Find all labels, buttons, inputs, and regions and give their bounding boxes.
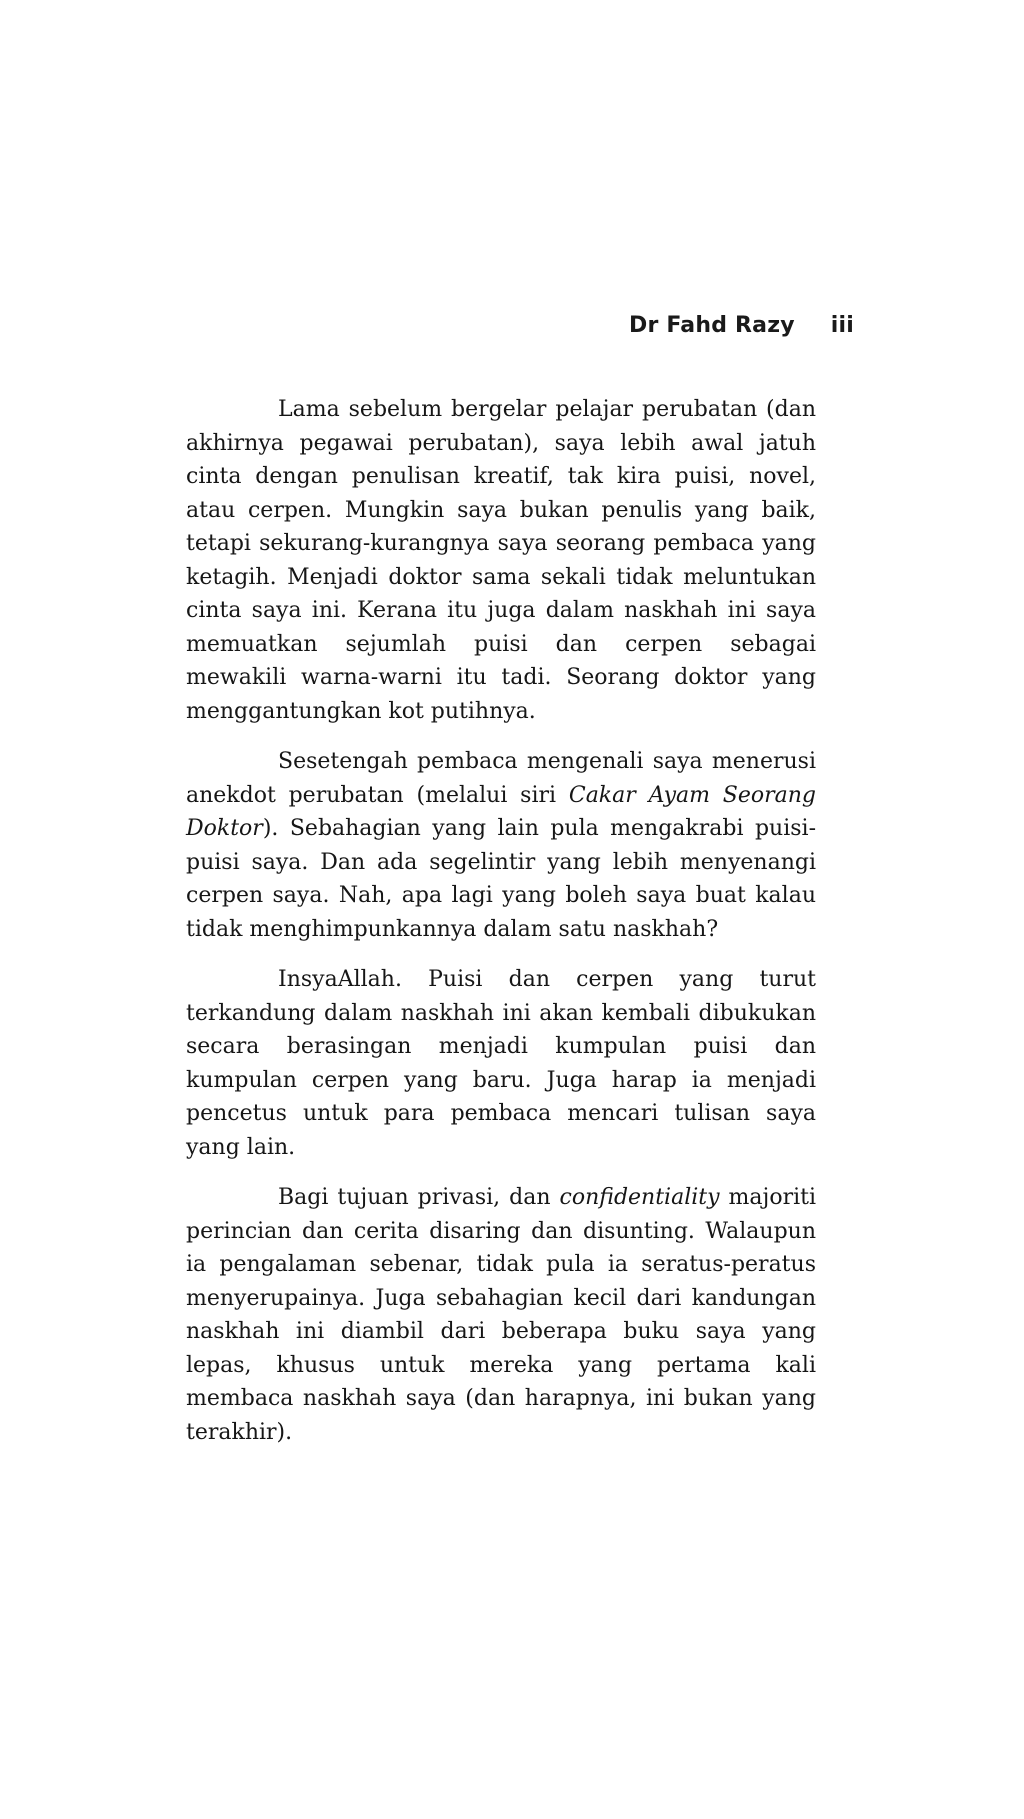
paragraph-1: Lama sebelum bergelar pelajar perubatan (dan akhirnya pegawai perubatan), saya lebih awal jatuh cinta dengan penulisan kreatif, tak kira puisi, novel, atau cerpen. Mungkin saya bukan penulis yang baik, tetapi sekurang-kurangnya saya seorang pembaca yang ketagih. Menjadi doktor sama sekali tidak meluntukan cinta saya ini. Kerana itu juga dalam naskhah ini saya memuatkan sejumlah puisi dan cerpen sebagai mewakili warna-warni itu tadi. Seorang doktor yang menggantungkan kot putihnya.	[186, 397, 816, 724]
paragraph-3: InsyaAllah. Puisi dan cerpen yang turut terkandung dalam naskhah ini akan kembali dibukukan secara berasingan menjadi kumpulan puisi dan kumpulan cerpen yang baru. Juga harap ia menjadi pencetus untuk para pembaca mencari tulisan saya yang lain.	[186, 967, 816, 1160]
series-title: Cakar Ayam Seorang Doktor	[186, 782, 816, 841]
italic-term: confidentiality	[559, 1185, 720, 1210]
header-author: Dr Fahd Razy	[629, 313, 795, 338]
paragraph-2-text-a: Sesetengah pembaca mengenali saya menerusi anekdot perubatan (melalui siri	[186, 749, 816, 808]
page-number: iii	[830, 313, 854, 338]
paragraph-4-text-a: Bagi tujuan privasi, dan	[278, 1185, 560, 1210]
running-header	[629, 313, 854, 338]
paragraph-2	[186, 745, 816, 946]
paragraph-4	[186, 1181, 816, 1449]
body-text	[186, 393, 816, 1466]
paragraph-2-text-b: ). Sebahagian yang lain pula mengakrabi puisi-puisi saya. Dan ada segelintir yang lebih menyenangi cerpen saya. Nah, apa lagi yang boleh saya buat kalau tidak menghimpunkannya dalam satu naskhah?	[186, 816, 816, 942]
paragraph-4-text-b: majoriti perincian dan cerita disaring dan disunting. Walaupun ia pengalaman sebenar, tidak pula ia seratus-peratus menyerupainya. Juga sebahagian kecil dari kandungan naskhah ini diambil dari beberapa buku saya yang lepas, khusus untuk mereka yang pertama kali membaca naskhah saya (dan harapnya, ini bukan yang terakhir).	[186, 1185, 817, 1445]
